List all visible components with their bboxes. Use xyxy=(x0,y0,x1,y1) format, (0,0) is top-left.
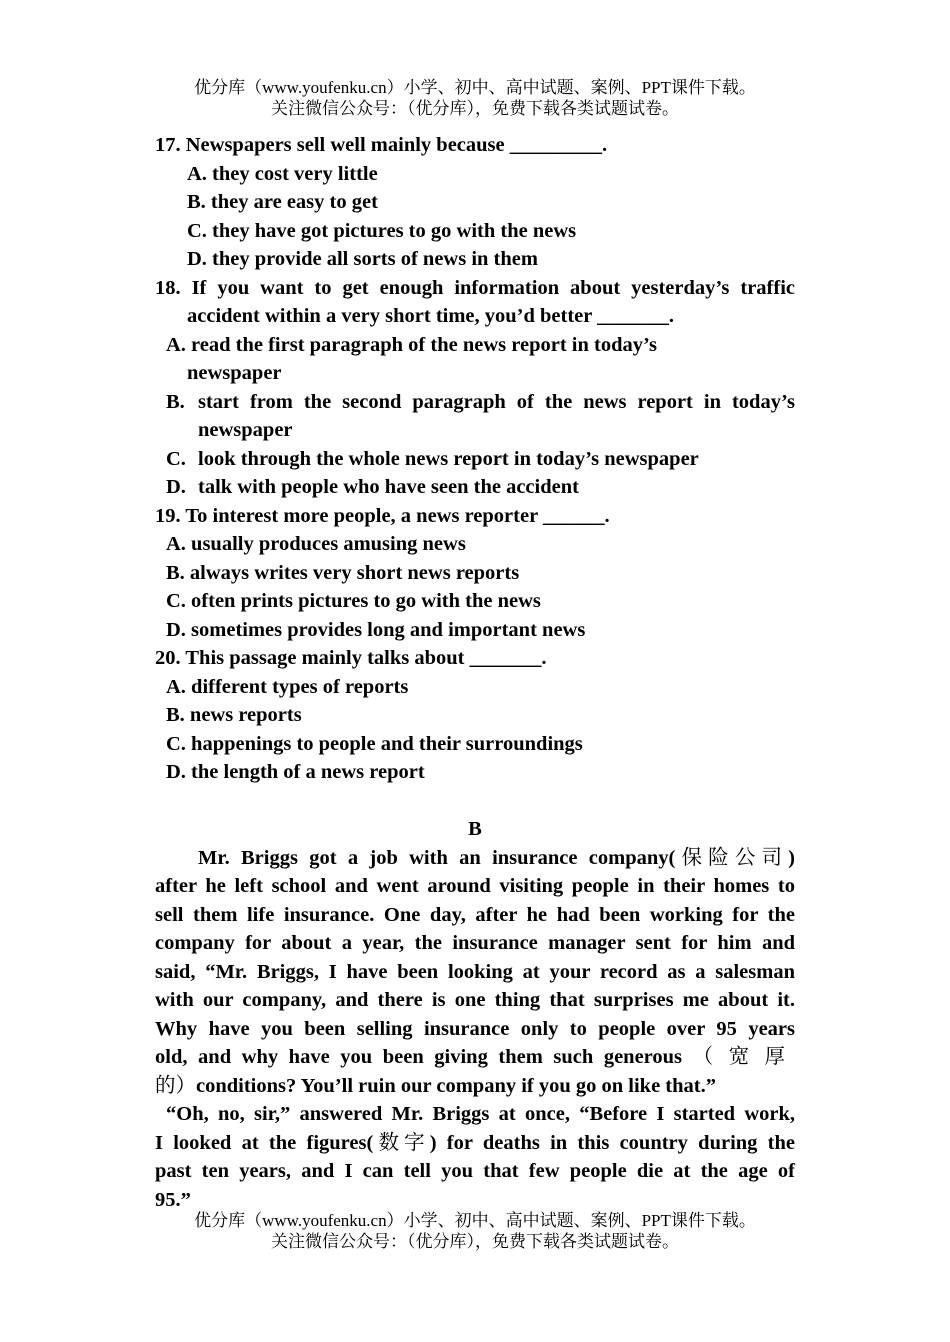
option-b-line-2: newspaper xyxy=(198,419,293,441)
option-b: B. they are easy to get xyxy=(187,191,378,213)
option-a: A. they cost very little xyxy=(187,162,378,185)
passage-line: sell them life insurance. One day, after he had been working for the xyxy=(155,903,795,926)
passage-line: I looked at the figures(数字) for deaths in this country during the xyxy=(155,1131,795,1154)
passage-line: 95.” xyxy=(155,1188,191,1211)
passage-line: Mr. Briggs got a job with an insurance company(保险公司) xyxy=(198,846,795,869)
option-a: A. different types of reports xyxy=(166,675,409,698)
question-19 xyxy=(155,502,795,645)
option-d: D. the length of a news report xyxy=(166,761,425,783)
question-stem: 20. This passage mainly talks about _______. xyxy=(155,647,547,669)
passage-line: company for about a year, the insurance manager sent for him and xyxy=(155,932,795,954)
option-b-line-1: start from the second paragraph of the news report in today’s xyxy=(198,390,795,413)
question-20 xyxy=(155,644,795,787)
passage-line: said, “Mr. Briggs, I have been looking at your record as a salesman xyxy=(155,960,795,983)
option-b-label: B. xyxy=(166,390,185,413)
passage-line: “Oh, no, sir,” answered Mr. Briggs at once, “Before I started work, xyxy=(166,1103,795,1125)
exam-content xyxy=(155,131,795,1214)
option-d xyxy=(155,473,795,502)
section-b-title: B xyxy=(468,818,482,840)
question-stem: 17. Newspapers sell well mainly because _________. xyxy=(155,134,608,156)
passage-paragraph-2 xyxy=(155,1100,795,1214)
option-b: B. always writes very short news reports xyxy=(166,561,520,584)
option-c: C. happenings to people and their surroundings xyxy=(166,732,583,755)
footer-line-1: 优分库（www.youfenku.cn）小学、初中、高中试题、案例、PPT课件下载。 xyxy=(194,1211,756,1230)
option-d: D. sometimes provides long and important news xyxy=(166,618,586,641)
option-d: D. they provide all sorts of news in them xyxy=(187,248,538,270)
passage-line: past ten years, and I can tell you that few people die at the age of xyxy=(155,1160,795,1182)
option-d-text: talk with people who have seen the accident xyxy=(198,476,579,498)
passage-paragraph-1 xyxy=(155,844,795,1101)
page-footer xyxy=(0,1210,950,1252)
question-18 xyxy=(155,274,795,502)
option-c-text: look through the whole news report in today’s newspaper xyxy=(198,447,699,470)
option-a-line-1: A. read the first paragraph of the news report in today’s xyxy=(166,333,658,356)
question-stem: 19. To interest more people, a news reporter ______. xyxy=(155,504,610,527)
option-a-line-2: newspaper xyxy=(187,362,282,384)
footer-line-2: 关注微信公众号：（优分库），免费下载各类试题试卷。 xyxy=(271,1232,679,1251)
question-17 xyxy=(155,131,795,274)
option-c: C. often prints pictures to go with the news xyxy=(166,590,541,612)
question-stem-line-2: accident within a very short time, you’d better _______. xyxy=(187,305,675,327)
header-line-2: 关注微信公众号：（优分库），免费下载各类试题试卷。 xyxy=(271,99,679,118)
passage-line: 的）conditions? You’ll ruin our company if you go on like that.” xyxy=(155,1074,716,1097)
passage-line: Why have you been selling insurance only to people over 95 years xyxy=(155,1017,795,1040)
option-b xyxy=(155,388,795,445)
option-a: A. usually produces amusing news xyxy=(166,533,466,555)
header-line-1: 优分库（www.youfenku.cn）小学、初中、高中试题、案例、PPT课件下载。 xyxy=(194,78,756,97)
passage-line: with our company, and there is one thing that surprises me about it. xyxy=(155,989,795,1011)
passage-line: old, and why have you been giving them such generous （宽厚 xyxy=(155,1046,796,1068)
option-c xyxy=(155,445,795,474)
option-b: B. news reports xyxy=(166,704,302,726)
option-d-label: D. xyxy=(166,476,186,498)
page-header xyxy=(0,77,950,119)
option-c: C. they have got pictures to go with the news xyxy=(187,219,577,242)
passage-line: after he left school and went around visiting people in their homes to xyxy=(155,875,795,897)
option-c-label: C. xyxy=(166,447,186,470)
question-stem-line-1: 18. If you want to get enough information about yesterday’s traffic xyxy=(155,276,795,299)
